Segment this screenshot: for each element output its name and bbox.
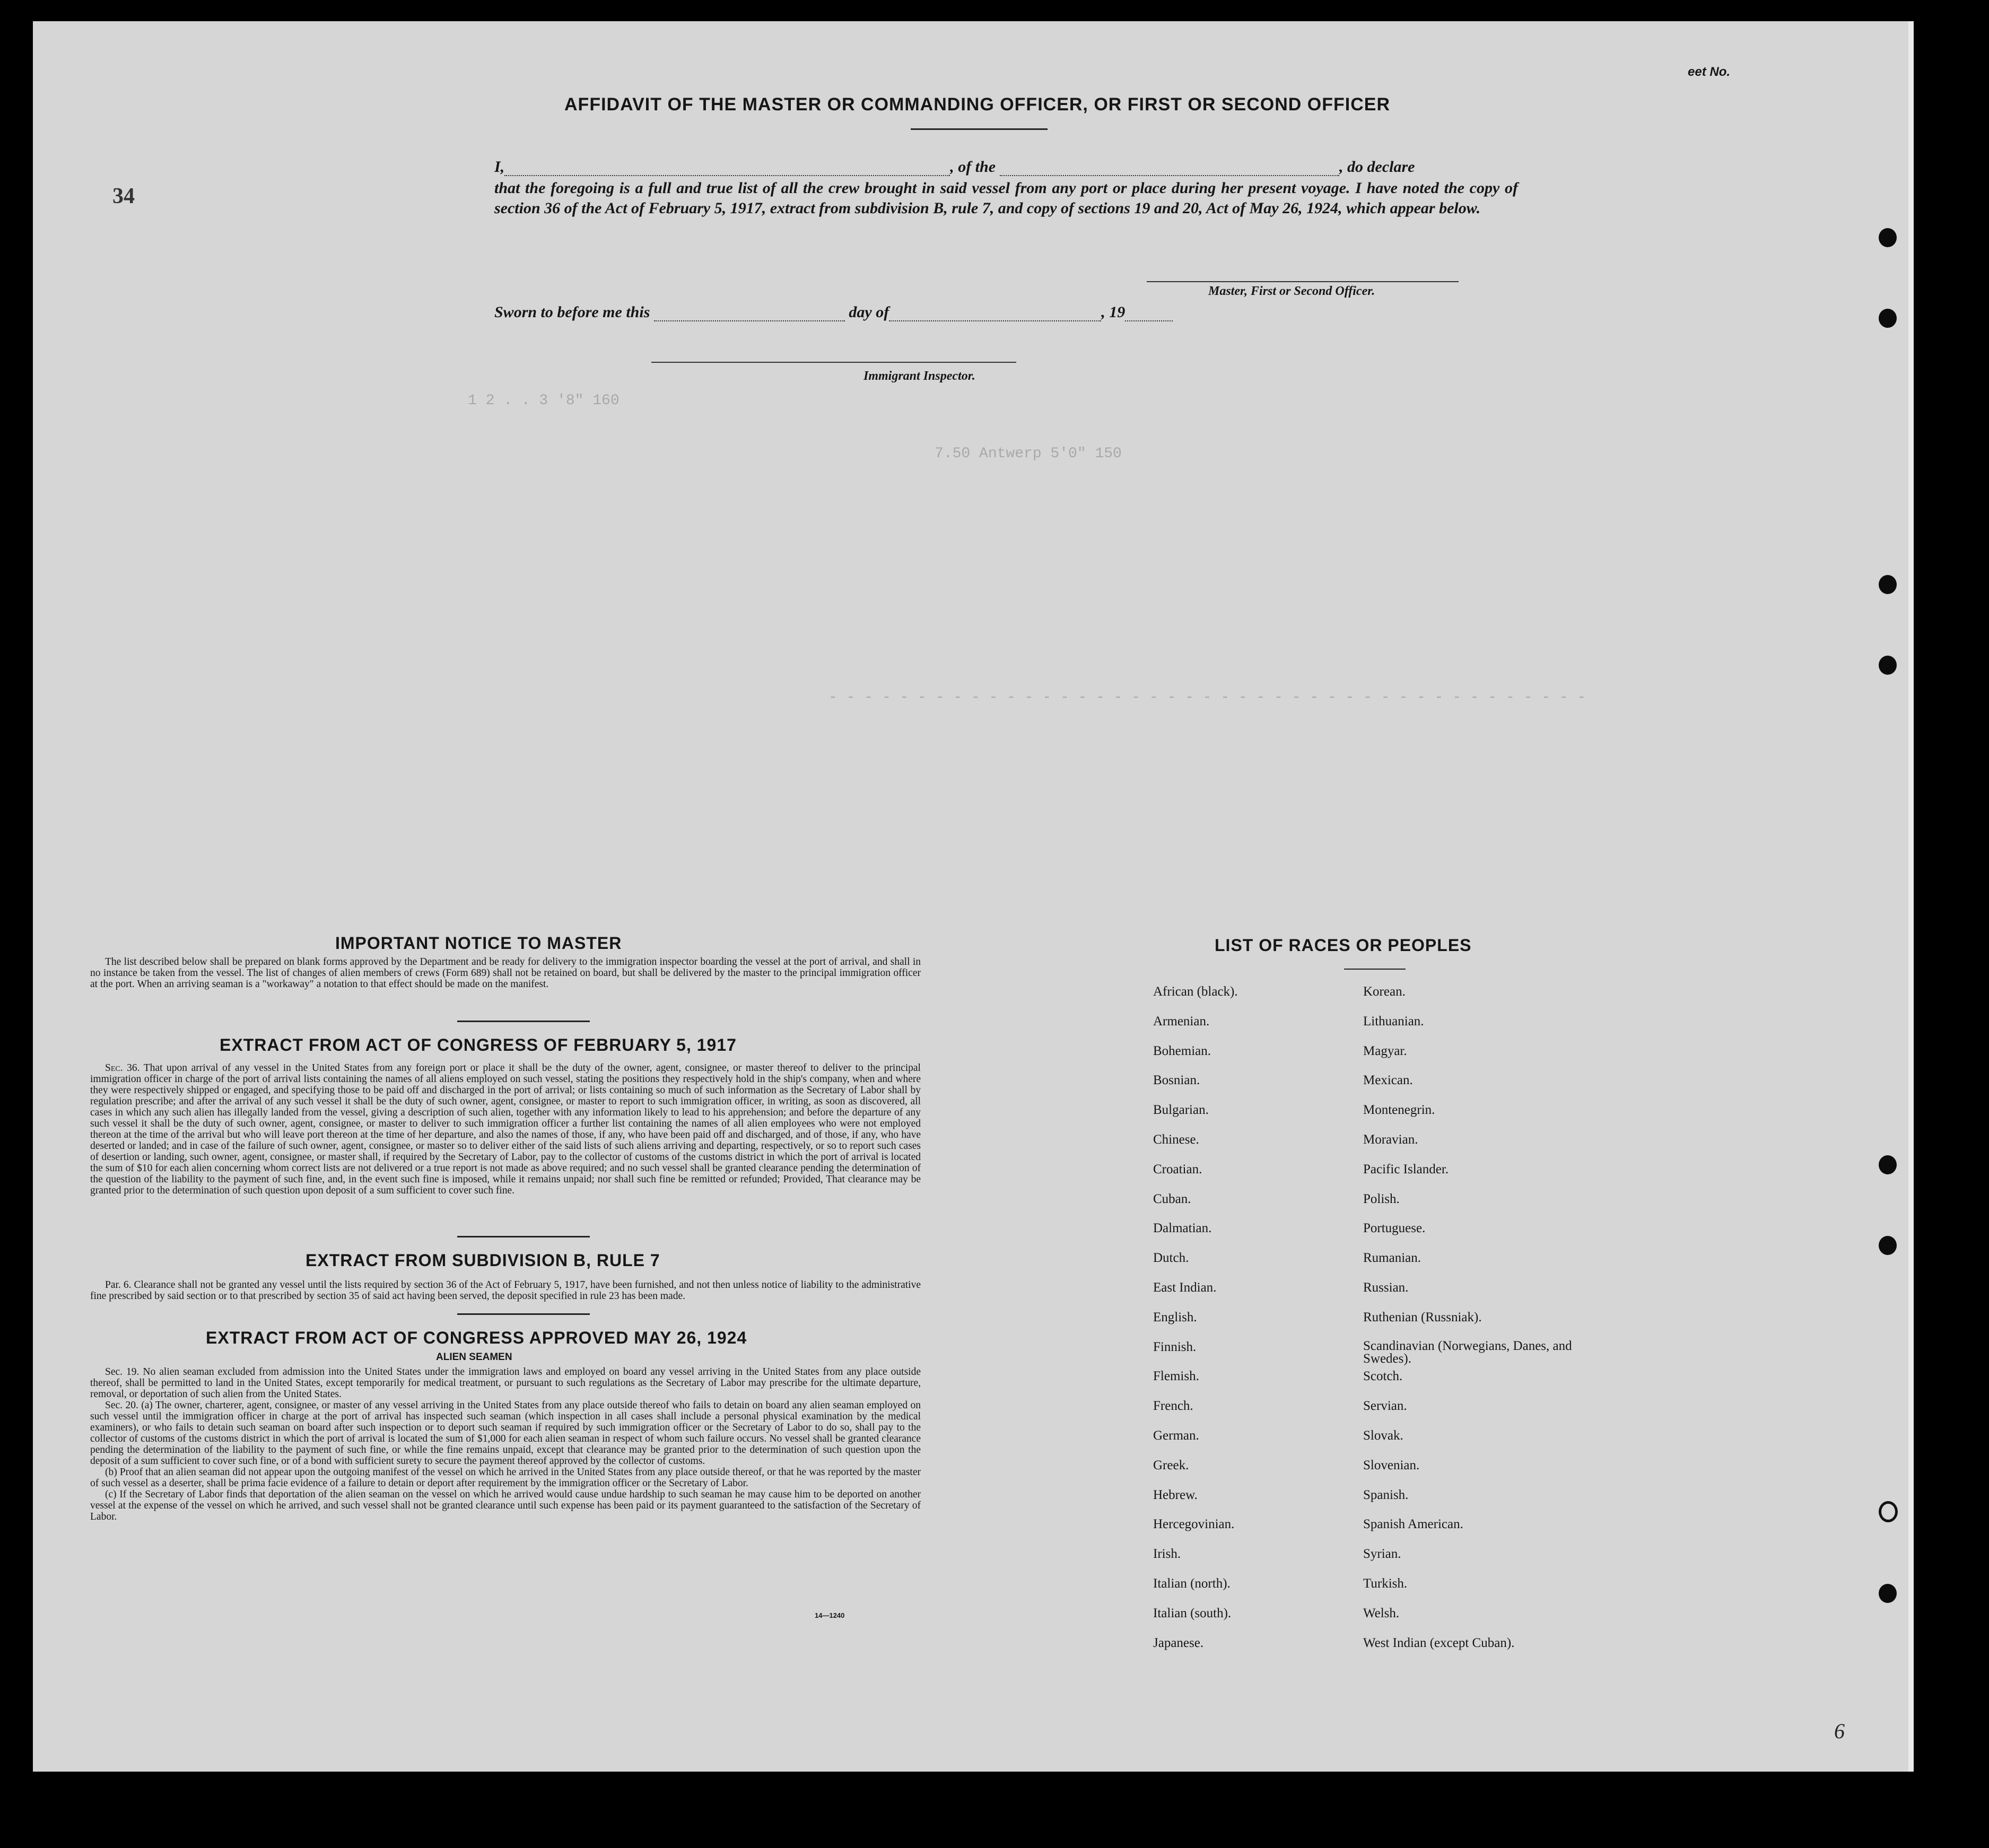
affidavit-ofthe-label: , of the — [950, 158, 996, 176]
punch-hole-icon — [1879, 1584, 1897, 1603]
extract-rule7-title: EXTRACT FROM SUBDIVISION B, RULE 7 — [306, 1251, 660, 1270]
race-item: French. — [1153, 1399, 1193, 1414]
bleed-through-text: 7.50 Antwerp 5'0" 150 — [935, 446, 1122, 462]
race-item: Croatian. — [1153, 1162, 1202, 1176]
race-item: Korean. — [1363, 984, 1406, 999]
race-item: Armenian. — [1153, 1014, 1210, 1028]
alien-seamen-subtitle: ALIEN SEAMEN — [436, 1352, 512, 1363]
races-right-column — [1363, 984, 1586, 1665]
race-item: Slovak. — [1363, 1428, 1403, 1443]
affidavit-body: that the foregoing is a full and true list of all the crew brought in said vessel from any port or place during her present voyage. I have noted the copy of section 36 of the Act of February 5, 1917, extract from subdivision B, rule 7, and copy of sections 19 and 20, Act of May 26, 1924, which appear below. — [494, 179, 1518, 217]
extract-1924-title: EXTRACT FROM ACT OF CONGRESS APPROVED MAY 26, 1924 — [206, 1328, 747, 1347]
race-item: Dutch. — [1153, 1251, 1189, 1266]
race-item: English. — [1153, 1310, 1197, 1324]
race-item: Pacific Islander. — [1363, 1162, 1449, 1176]
extract-1924-body — [90, 1366, 921, 1522]
affidavit-title-rule — [911, 128, 1048, 130]
bleed-through-text: 1 2 . . 3 '8" 160 — [468, 393, 620, 409]
sheet-number-label: eet No. — [1688, 65, 1731, 79]
section-19-text: Sec. 19. No alien seaman excluded from admission into the United States under the immigration laws and employed on board any vessel arriving in the United States from any place outside thereof, shall be permitted to land in the United States, except temporarily for medical treatment, or pursuant to such regulations as the Secretary of Labor may prescribe for the ultimate departure, removal, or deportation of such alien from the United States. — [90, 1366, 921, 1400]
races-title: LIST OF RACES OR PEOPLES — [1215, 936, 1472, 955]
race-item: Magyar. — [1363, 1043, 1407, 1058]
race-item: Dalmatian. — [1153, 1221, 1212, 1236]
race-item: African (black). — [1153, 984, 1238, 999]
race-item: Rumanian. — [1363, 1251, 1421, 1266]
race-item: Mexican. — [1363, 1073, 1413, 1088]
race-item: Cuban. — [1153, 1191, 1191, 1206]
race-item: Welsh. — [1363, 1606, 1400, 1620]
handwritten-mark: 6 — [1834, 1719, 1845, 1743]
punch-hole-icon — [1879, 228, 1897, 247]
race-item: Flemish. — [1153, 1369, 1199, 1384]
margin-number: 34 — [112, 184, 135, 208]
race-item: Slovenian. — [1363, 1458, 1420, 1472]
punch-hole-icon — [1879, 309, 1897, 328]
races-title-rule — [1344, 969, 1406, 970]
extract-1917-body — [90, 1062, 921, 1196]
extract-rule7-body — [90, 1279, 921, 1302]
race-item: Chinese. — [1153, 1132, 1199, 1147]
race-item: Italian (south). — [1153, 1606, 1232, 1620]
section-36-text: That upon arrival of any vessel in the United States from any foreign port or place it shall be the duty of the owner, agent, consignee, or master thereof to deliver to the principal immigration officer in charge of the port of arrival lists containing the names of all aliens employed on such vessel, stating the positions they respectively hold in the ship's company, when and where they were respectively shipped or engaged, and specifying those to be paid off and discharged in the port of arrival; or lists containing so much of such information as the Secretary of Labor shall by regulation prescribe; and after the arrival of any such vessel it shall be the duty of such owner, agent, consignee, or master to report to such immigration officer, in writing, as soon as discovered, all cases in which any such alien has illegally landed from the vessel, giving a description of such alien, together with any information likely to lead to his apprehension; and before the departure of any such vessel it shall be the duty of such owner, agent, consignee, or master to deliver to such immigration officer a further list containing the names of all alien employees who were not employed thereon at the time of the arrival but who will leave port thereon at the time of her departure, and also the names of those, if any, who have been paid off and discharged, and of those, if any, who have deserted or landed; and in case of the failure of such owner, agent, consignee, or master so to deliver either of the said lists of such aliens arriving and departing, respectively, or so to report such cases of desertion or landing, such owner, agent, consignee, or master shall, if required by the Secretary of Labor, pay to the collector of customs of the customs district in which the port of arrival is located the sum of $10 for each alien concerning whom correct lists are not delivered or a true report is not made as above required; and no such vessel shall be granted clearance pending the determination of the question of the liability to the payment of such fine, and, in the event such fine is imposed, while it remains unpaid; nor shall such fine be remitted or refunded; Provided, That clearance may be granted prior to the determination of such question upon deposit of a sum sufficient to cover such fine. — [90, 1062, 921, 1196]
race-item: East Indian. — [1153, 1280, 1217, 1295]
inspector-signature-line — [651, 362, 1016, 363]
race-item: Moravian. — [1363, 1132, 1418, 1147]
affidavit-i-label: I, — [494, 158, 505, 176]
race-item: Bohemian. — [1153, 1043, 1211, 1058]
master-name-field[interactable] — [504, 175, 950, 176]
affidavit-declare-label: , do declare — [1339, 158, 1415, 176]
sheet-edge — [1908, 21, 1914, 1772]
bleed-through-text: - - - - - - - - - - - - - - - - - - - - - - - - - - - - - - - - - - - - - - - - - - - — [828, 690, 1586, 706]
race-item: Hebrew. — [1153, 1487, 1198, 1502]
race-item: Servian. — [1363, 1399, 1407, 1414]
section-36-label: Sec. 36. — [105, 1062, 140, 1074]
race-item: Hercegovinian. — [1153, 1517, 1235, 1532]
year-label: , 19 — [1101, 303, 1126, 321]
sworn-day-field[interactable] — [654, 320, 845, 321]
master-signature-line — [1147, 281, 1459, 282]
notice-title: IMPORTANT NOTICE TO MASTER — [335, 934, 622, 953]
notice-rule — [457, 1021, 590, 1022]
section-20c-text: (c) If the Secretary of Labor finds that deportation of the alien seaman on the vessel on which he arrived would cause undue hardship to such seaman he may cause him to be deported on another vessel at the expense of the vessel on which he arrived, and such vessel shall not be granted clearance until such expense has been paid or its payment guaranteed to the satisfaction of the Secretary of Labor. — [90, 1489, 921, 1522]
document-sheet — [33, 21, 1911, 1772]
affidavit-first-line — [494, 158, 1415, 176]
race-item: Polish. — [1363, 1191, 1400, 1206]
punch-hole-icon — [1879, 575, 1897, 594]
race-item: German. — [1153, 1428, 1199, 1443]
extract-1917-title: EXTRACT FROM ACT OF CONGRESS OF FEBRUARY 5, 1917 — [220, 1035, 737, 1054]
race-item: Greek. — [1153, 1458, 1189, 1472]
race-item: Lithuanian. — [1363, 1014, 1424, 1028]
sworn-label: Sworn to before me this — [494, 303, 650, 321]
race-item: Spanish American. — [1363, 1517, 1463, 1532]
race-item: Japanese. — [1153, 1635, 1204, 1650]
inspector-caption: Immigrant Inspector. — [863, 369, 975, 383]
section-20b-text: (b) Proof that an alien seaman did not appear upon the outgoing manifest of the vessel on which he arrived in the United States from any place outside thereof, or that he was reported by the master of such vessel as a deserter, shall be prima facie evidence of a failure to detain or deport after requirement by the immigration officer or the Secretary of Labor. — [90, 1467, 921, 1489]
race-item: Montenegrin. — [1363, 1103, 1435, 1118]
extract-rule7-rule — [457, 1313, 590, 1315]
race-item: Italian (north). — [1153, 1576, 1231, 1591]
sworn-month-field[interactable] — [889, 320, 1101, 321]
race-item: Portuguese. — [1363, 1221, 1426, 1236]
punch-hole-icon — [1879, 1155, 1897, 1174]
sworn-line — [494, 303, 1173, 321]
race-item: Finnish. — [1153, 1339, 1197, 1354]
race-item: Bosnian. — [1153, 1073, 1200, 1088]
master-signature-caption: Master, First or Second Officer. — [1208, 284, 1375, 298]
punch-hole-icon — [1879, 1236, 1897, 1255]
race-item: Irish. — [1153, 1547, 1181, 1562]
race-item: Bulgarian. — [1153, 1103, 1209, 1118]
punch-hole-icon — [1879, 656, 1897, 675]
race-item: Syrian. — [1363, 1547, 1401, 1562]
extract-1917-rule — [457, 1236, 590, 1237]
dayof-label: day of — [849, 303, 889, 321]
race-item: Ruthenian (Russniak). — [1363, 1310, 1482, 1324]
section-20a-text: Sec. 20. (a) The owner, charterer, agent, consignee, or master of any vessel arriving in the United States from any place outside thereof who fails to detain on board any alien seaman employed on such vessel until the immigration officer in charge at the port of arrival has inspected such seaman (which inspection in all cases shall include a personal physical examination by the medical examiners), or who fails to detain such seaman on board after such inspection or to deport such seaman if required by such immigration officer or the Secretary of Labor to do so, shall pay to the collector of customs of the customs district in which the port of arrival is located the sum of $1,000 for each alien seaman in respect of whom such failure occurs. No vessel shall be granted clearance pending the determination of the liability to the payment of such fine, or while the fine remains unpaid, except that clearance may be granted prior to the determination of such question upon the deposit of a sum sufficient to cover such fine, or of a bond with sufficient surety to secure the payment thereof approved by the collector of customs. — [90, 1400, 921, 1467]
notice-body: The list described below shall be prepared on blank forms approved by the Department and be ready for delivery to the immigration inspector boarding the vessel at the port of arrival, and shall in no instance be taken from the vessel. The list of changes of alien members of crews (Form 689) shall not be retained on board, but shall be delivered by the master to the principal immigration officer at the port. When an arriving seaman is a "workaway" a notation to that effect should be made on the manifest. — [90, 956, 921, 990]
race-item: West Indian (except Cuban). — [1363, 1635, 1515, 1650]
rule7-paragraph: Par. 6. Clearance shall not be granted any vessel until the lists required by section 36 of the Act of February 5, 1917, have been furnished, and not then unless notice of liability to the administrative fine prescribed by said section or to that prescribed by section 35 of said act having been served, the deposit specified in rule 23 has been made. — [90, 1279, 921, 1302]
vessel-name-field[interactable] — [1000, 175, 1339, 176]
race-item: Turkish. — [1363, 1576, 1408, 1591]
form-number: 14—1240 — [815, 1611, 845, 1619]
race-item: Spanish. — [1363, 1487, 1409, 1502]
races-left-column — [1153, 984, 1238, 1665]
race-item: Russian. — [1363, 1280, 1409, 1295]
affidavit-title: AFFIDAVIT OF THE MASTER OR COMMANDING OFFICER, OR FIRST OR SECOND OFFICER — [564, 94, 1390, 115]
race-item: Scotch. — [1363, 1369, 1403, 1384]
sworn-year-field[interactable] — [1125, 320, 1173, 321]
race-item: Scandinavian (Norwegians, Danes, and Swedes). — [1363, 1338, 1572, 1366]
punch-hole-ring-icon — [1879, 1501, 1898, 1522]
